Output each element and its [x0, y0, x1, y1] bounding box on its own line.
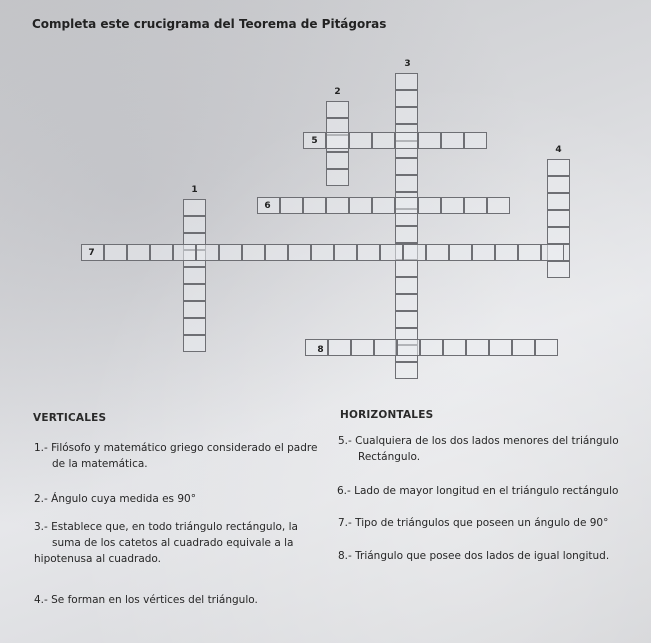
- word-vertical-2-cell[interactable]: [326, 101, 349, 118]
- word-horizontal-5-cell[interactable]: [326, 132, 349, 149]
- verticales-header: VERTICALES: [33, 412, 107, 424]
- word-horizontal-6-cell[interactable]: [326, 197, 349, 214]
- word-vertical-1-cell[interactable]: [183, 284, 206, 301]
- clue-number-2: 2: [334, 87, 341, 97]
- word-horizontal-6-cell[interactable]: [280, 197, 303, 214]
- clue-v3-line1: 3.- Establece que, en todo triángulo rectángulo, la: [34, 521, 298, 533]
- clue-horizontal-6: [337, 483, 618, 499]
- word-vertical-1-cell[interactable]: [183, 335, 206, 352]
- word-horizontal-5-cell[interactable]: [464, 132, 487, 149]
- word-vertical-4-cell[interactable]: [547, 176, 570, 193]
- word-horizontal-7-cell[interactable]: [518, 244, 541, 261]
- word-horizontal-8-cell[interactable]: [420, 339, 443, 356]
- clue-number-3: 3: [404, 59, 411, 69]
- clue-horizontal-8: [338, 548, 609, 564]
- word-horizontal-7-cell[interactable]: [541, 244, 564, 261]
- word-horizontal-7-cell[interactable]: [150, 244, 173, 261]
- clue-horizontal-5: [338, 433, 619, 465]
- clue-v4-line1: 4.- Se forman en los vértices del triángulo.: [34, 594, 258, 606]
- clue-number-8: 8: [317, 345, 324, 355]
- word-vertical-3-cell[interactable]: [395, 277, 418, 294]
- word-vertical-2-cell[interactable]: [326, 152, 349, 169]
- word-horizontal-6-cell[interactable]: [487, 197, 510, 214]
- word-horizontal-8-cell[interactable]: [443, 339, 466, 356]
- page-title: Completa este crucigrama del Teorema de Pitágoras: [32, 17, 387, 31]
- word-horizontal-8-cell[interactable]: [351, 339, 374, 356]
- word-vertical-3-cell[interactable]: [395, 226, 418, 243]
- word-vertical-4-cell[interactable]: [547, 193, 570, 210]
- word-horizontal-6-cell[interactable]: [349, 197, 372, 214]
- word-vertical-4-cell[interactable]: [547, 227, 570, 244]
- word-vertical-3-cell[interactable]: [395, 90, 418, 107]
- clue-v3-line3: hipotenusa al cuadrado.: [34, 553, 161, 565]
- clue-vertical-2: [34, 491, 196, 507]
- word-horizontal-7-cell[interactable]: [357, 244, 380, 261]
- word-vertical-3-cell[interactable]: [395, 311, 418, 328]
- word-vertical-2-cell[interactable]: [326, 169, 349, 186]
- word-vertical-3-cell[interactable]: [395, 175, 418, 192]
- clue-h8-line1: 8.- Triángulo que posee dos lados de igual longitud.: [338, 550, 610, 562]
- clue-v2-line1: 2.- Ángulo cuya medida es 90°: [34, 493, 196, 505]
- word-vertical-1-cell[interactable]: [183, 318, 206, 335]
- clue-horizontal-7: [338, 515, 608, 531]
- word-vertical-4-cell[interactable]: [547, 159, 570, 176]
- word-horizontal-7-cell[interactable]: [265, 244, 288, 261]
- word-horizontal-6-cell[interactable]: [464, 197, 487, 214]
- clue-v1-line2: de la matemática.: [52, 458, 148, 470]
- word-vertical-1-cell[interactable]: [183, 216, 206, 233]
- clue-h7-line1: 7.- Tipo de triángulos que poseen un ángulo de 90°: [338, 517, 609, 529]
- word-horizontal-7-cell[interactable]: [449, 244, 472, 261]
- word-horizontal-7-cell[interactable]: [127, 244, 150, 261]
- clue-vertical-1: [34, 440, 317, 472]
- clue-number-6: 6: [264, 201, 271, 211]
- word-horizontal-6-cell[interactable]: [418, 197, 441, 214]
- word-vertical-3-cell[interactable]: [395, 260, 418, 277]
- clue-number-4: 4: [555, 145, 562, 155]
- clue-h6-line1: 6.- Lado de mayor longitud en el triángulo rectángulo: [337, 485, 619, 497]
- word-horizontal-8-cell[interactable]: [466, 339, 489, 356]
- word-horizontal-7-cell[interactable]: [334, 244, 357, 261]
- word-horizontal-8-cell[interactable]: [512, 339, 535, 356]
- clue-vertical-4: [34, 592, 258, 608]
- clue-vertical-3: [34, 519, 298, 567]
- word-horizontal-7-cell[interactable]: [380, 244, 403, 261]
- word-horizontal-5-cell[interactable]: [349, 132, 372, 149]
- clue-number-1: 1: [191, 185, 198, 195]
- clue-v1-line1: 1.- Filósofo y matemático griego considerado el padre: [34, 442, 318, 454]
- word-horizontal-5-cell[interactable]: [395, 132, 418, 149]
- word-horizontal-5-cell[interactable]: [372, 132, 395, 149]
- word-horizontal-7-cell[interactable]: [311, 244, 334, 261]
- word-vertical-4-cell[interactable]: [547, 210, 570, 227]
- word-vertical-4-cell[interactable]: [547, 261, 570, 278]
- word-vertical-3-cell[interactable]: [395, 362, 418, 379]
- horizontales-header: HORIZONTALES: [340, 409, 434, 421]
- word-vertical-3-cell[interactable]: [395, 294, 418, 311]
- word-horizontal-8-cell[interactable]: [535, 339, 558, 356]
- word-vertical-3-cell[interactable]: [395, 73, 418, 90]
- clue-h5-line1: 5.- Cualquiera de los dos lados menores del triángulo: [338, 435, 619, 447]
- clue-h5-line2: Rectángulo.: [358, 451, 421, 463]
- word-horizontal-8-cell[interactable]: [489, 339, 512, 356]
- word-horizontal-7-cell[interactable]: [403, 244, 426, 261]
- word-horizontal-6-cell[interactable]: [303, 197, 326, 214]
- word-vertical-3-cell[interactable]: [395, 107, 418, 124]
- word-horizontal-7-cell[interactable]: [242, 244, 265, 261]
- word-horizontal-6-cell[interactable]: [372, 197, 395, 214]
- word-horizontal-7-cell[interactable]: [288, 244, 311, 261]
- word-horizontal-7-cell[interactable]: [495, 244, 518, 261]
- word-horizontal-7-cell[interactable]: [104, 244, 127, 261]
- word-horizontal-5-cell[interactable]: [418, 132, 441, 149]
- word-horizontal-7-cell[interactable]: [472, 244, 495, 261]
- word-vertical-3-cell[interactable]: [395, 158, 418, 175]
- word-vertical-1-cell[interactable]: [183, 199, 206, 216]
- word-vertical-1-cell[interactable]: [183, 301, 206, 318]
- word-horizontal-8-cell[interactable]: [374, 339, 397, 356]
- word-horizontal-6-cell[interactable]: [441, 197, 464, 214]
- word-horizontal-7-cell[interactable]: [196, 244, 219, 261]
- clue-number-7: 7: [88, 248, 95, 258]
- clue-v3-line2: suma de los catetos al cuadrado equivale a la: [52, 537, 294, 549]
- word-horizontal-7-cell[interactable]: [426, 244, 449, 261]
- word-horizontal-7-cell[interactable]: [173, 244, 196, 261]
- word-horizontal-5-cell[interactable]: [441, 132, 464, 149]
- word-horizontal-6-cell[interactable]: [395, 197, 418, 214]
- clue-number-5: 5: [311, 136, 318, 146]
- word-vertical-1-cell[interactable]: [183, 267, 206, 284]
- word-horizontal-7-cell[interactable]: [219, 244, 242, 261]
- word-horizontal-8-cell[interactable]: [397, 339, 420, 356]
